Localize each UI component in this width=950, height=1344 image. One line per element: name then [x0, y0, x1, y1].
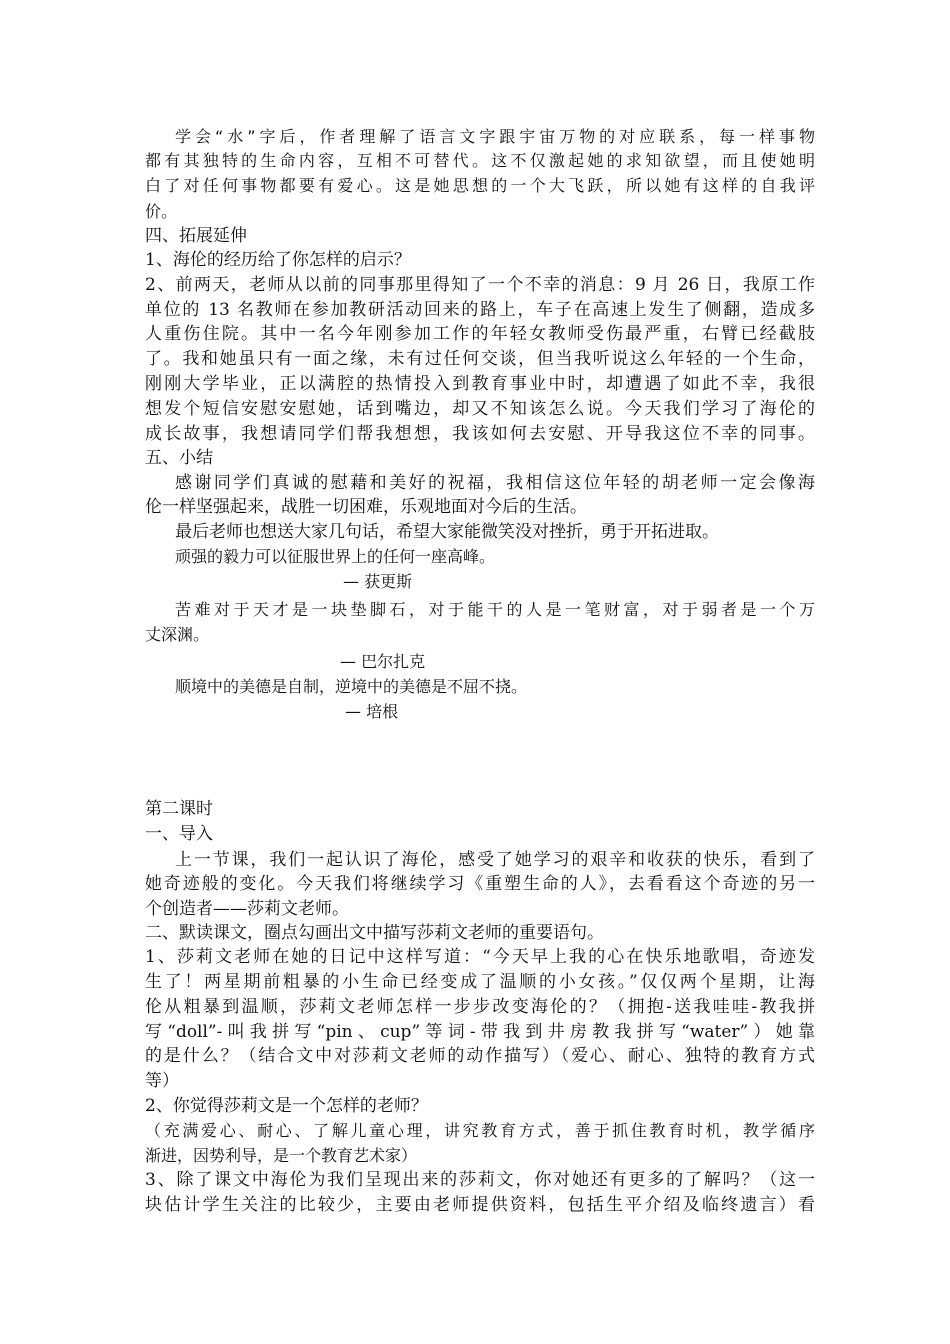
question-2-line: 2、前两天，老师从以前的同事那里得知了一个不幸的消息：9 月 26 日，我原工作 — [145, 275, 815, 295]
item-1-line: 等） — [145, 1071, 179, 1091]
item-1-line: 的是什么？（结合文中对莎莉文老师的动作描写）（爱心、耐心、独特的教育方式 — [145, 1046, 815, 1066]
question-2-line: 单位的 13 名教师在参加教研活动回来的路上，车子在高速上发生了侧翻，造成多 — [145, 300, 815, 320]
quote-2-line: 苦难对于天才是一块垫脚石，对于能干的人是一笔财富，对于弱者是一个万 — [175, 600, 815, 619]
item-3-line: 块估计学生关注的比较少，主要由老师提供资料，包括生平介绍及临终遗言）看 — [145, 1195, 815, 1215]
item-1-line: 伦从粗暴到温顺，莎莉文老师怎样一步步改变海伦的？（拥抱-送我哇哇-教我拼 — [145, 997, 815, 1017]
lesson-title: 第二课时 — [145, 799, 213, 819]
item-1-line: 写“doll”-叫我拼写“pin、cup”等词-带我到井房教我拼写“water”）她靠 — [145, 1022, 815, 1042]
quote-2-author: — 巴尔扎克 — [340, 652, 426, 671]
intro-line: 她奇迹般的变化。今天我们将继续学习《重塑生命的人》，去看看这个奇迹的另一 — [145, 874, 815, 894]
item-1-line: 生了！两星期前粗暴的小生命已经变成了温顺的小女孩。”仅仅两个星期，让海 — [145, 972, 815, 992]
quote-1-author: — 获更斯 — [343, 572, 413, 591]
item-1-line: 1、莎莉文老师在她的日记中这样写道：“今天早上我的心在快乐地歌唱，奇迹发 — [145, 947, 815, 967]
question-1: 1、海伦的经历给了你怎样的启示？ — [145, 250, 411, 270]
question-2-line: 刚刚大学毕业，正以满腔的热情投入到教育事业中时，却遭遇了如此不幸，我很 — [145, 374, 815, 394]
intro-line: 个创造者——莎莉文老师。 — [145, 899, 349, 919]
question-2-line: 人重伤住院。其中一名今年刚参加工作的年轻女教师受伤最严重，右臂已经截肢 — [145, 324, 815, 344]
item-2-answer-line: （充满爱心、耐心、了解儿童心理，讲究教育方式，善于抓住教育时机，教学循序 — [145, 1121, 815, 1140]
section-heading-summary: 五、小结 — [145, 448, 213, 468]
quote-3-author: — 培根 — [345, 702, 399, 721]
intro-line: 上一节课，我们一起认识了海伦，感受了她学习的艰辛和收获的快乐，看到了 — [175, 850, 815, 870]
question-2-line: 成长故事，我想请同学们帮我想想，我该如何去安慰、开导我这位不幸的同事。 — [145, 424, 815, 444]
question-2-line: 了。我和她虽只有一面之缘，未有过任何交谈，但当我听说这么年轻的一个生命， — [145, 349, 815, 369]
paragraph-water-line: 学会“水”字后，作者理解了语言文字跟宇宙万物的对应联系，每一样事物 — [175, 127, 815, 146]
quote-1: 顽强的毅力可以征服世界上的任何一座高峰。 — [175, 547, 496, 566]
paragraph-water-line: 都有其独特的生命内容，互相不可替代。这不仅激起她的求知欲望，而且使她明 — [145, 151, 815, 170]
paragraph-water-line: 白了对任何事物都要有爱心。这是她思想的一个大飞跃，所以她有这样的自我评 — [145, 176, 815, 195]
item-3-line: 3、除了课文中海伦为我们呈现出来的莎莉文，你对她还有更多的了解吗？（这一 — [145, 1170, 815, 1190]
quote-3: 顺境中的美德是自制，逆境中的美德是不屈不挠。 — [175, 677, 528, 696]
question-2-line: 想发个短信安慰安慰她，话到嘴边，却又不知该怎么说。今天我们学习了海伦的 — [145, 399, 815, 419]
quote-2-line: 丈深渊。 — [145, 625, 210, 644]
gift-sentence: 最后老师也想送大家几句话，希望大家能微笑没对挫折，勇于开拓进取。 — [175, 522, 719, 542]
paragraph-water-line: 价。 — [145, 202, 178, 221]
section-heading-extension: 四、拓展延伸 — [145, 226, 247, 246]
section-heading-reading: 二、默读课文，圈点勾画出文中描写莎莉文老师的重要语句。 — [145, 923, 604, 943]
summary-line: 感谢同学们真诚的慰藉和美好的祝福，我相信这位年轻的胡老师一定会像海 — [175, 473, 815, 493]
item-2-answer-line: 渐进，因势利导，是一个教育艺术家） — [145, 1146, 418, 1165]
summary-line: 伦一样坚强起来，战胜一切困难，乐观地面对今后的生活。 — [145, 497, 587, 517]
section-heading-intro: 一、导入 — [145, 824, 213, 844]
item-2: 2、你觉得莎莉文是一个怎样的老师？ — [145, 1096, 428, 1116]
